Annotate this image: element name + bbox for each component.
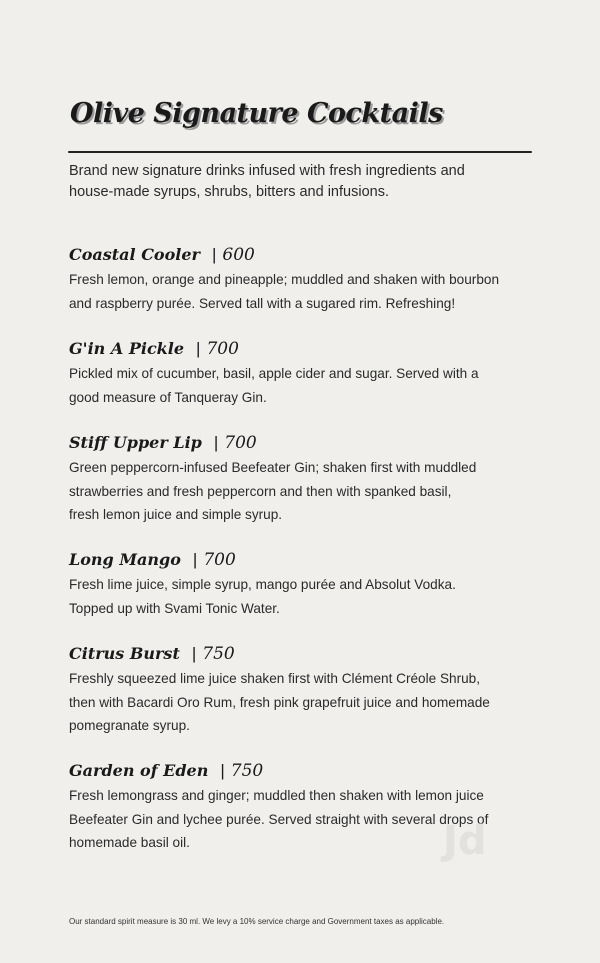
separator: | [196,339,201,358]
menu-item [69,243,549,315]
item-description: Freshly squeezed lime juice shaken first with Clément Créole Shrub, then with Bacardi Oro Rum, fresh pink grapefruit juice and homemade pomegranate syrup. [69,671,490,733]
separator: | [211,245,217,264]
item-price: 750 [202,644,235,664]
item-name: G'in A Pickle [69,339,185,358]
separator: | [191,644,197,663]
item-price: 750 [230,761,264,781]
item-price: 700 [203,550,236,570]
item-name: Citrus Burst [69,644,180,663]
item-price: 700 [224,433,257,453]
item-description: Fresh lemongrass and ginger; muddled then shaken with lemon juice Beefeater Gin and lychee purée. Served straight with several drops of homemade basil oil. [69,788,489,850]
menu-item [69,642,549,738]
menu-item [69,337,549,409]
menu-item [69,548,549,620]
footer-note: Our standard spirit measure is 30 ml. We levy a 10% service charge and Government taxes as applicable. [69,917,445,926]
item-price: 700 [206,339,239,359]
menu-item [69,431,549,527]
item-name: Coastal Cooler [69,245,200,264]
item-description: Pickled mix of cucumber, basil, apple cider and sugar. Served with a good measure of Tanqueray Gin. [69,366,479,405]
separator: | [192,550,198,569]
watermark-logo: Jd [443,818,487,864]
item-name: Long Mango [69,550,181,569]
item-name: Stiff Upper Lip [69,433,202,452]
item-price: 600 [222,245,255,265]
menu-intro: Brand new signature drinks infused with fresh ingredients and house-made syrups, shrubs, bitters and infusions. [69,163,465,200]
item-description: Green peppercorn-infused Beefeater Gin; shaken first with muddled strawberries and fresh peppercorn and then with spanked basil, fresh lemon juice and simple syrup. [69,460,477,522]
separator: | [220,761,225,780]
menu-title: Olive Signature Cocktails [70,98,443,129]
item-name: Garden of Eden [69,761,209,780]
separator: | [213,433,219,452]
item-description: Fresh lime juice, simple syrup, mango purée and Absolut Vodka. Topped up with Svami Tonic Water. [69,577,456,616]
title-divider [68,151,532,153]
item-description: Fresh lemon, orange and pineapple; muddled and shaken with bourbon and raspberry purée. Served tall with a sugared rim. Refreshing! [69,272,500,311]
